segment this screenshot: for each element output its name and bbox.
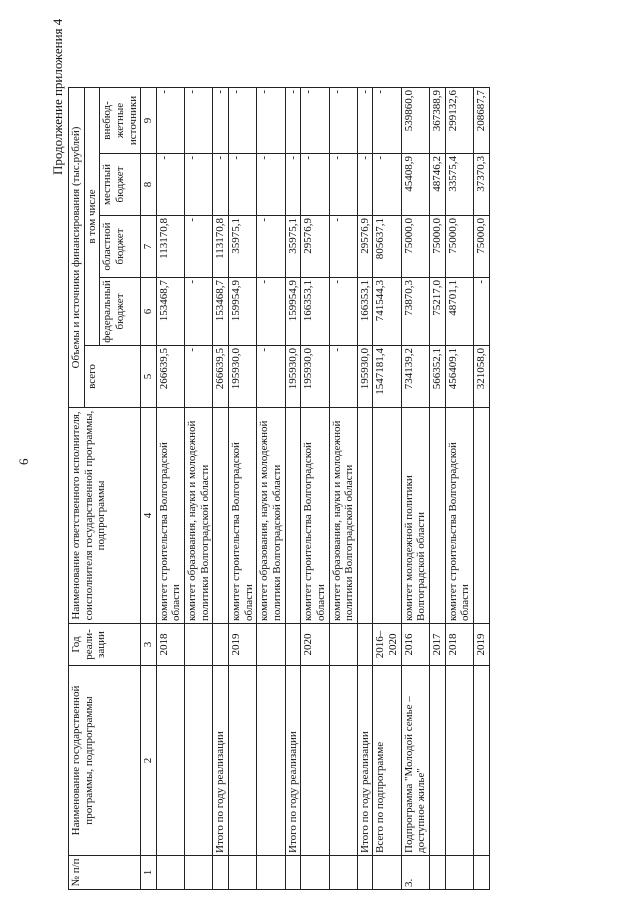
cell-total: 734139,2: [401, 346, 429, 408]
cell-num: [430, 856, 446, 890]
cell-total: 195930,0: [285, 346, 301, 408]
cell-program: [185, 666, 213, 856]
cell-total: 195930,0: [229, 346, 257, 408]
cell-federal: -: [185, 278, 213, 346]
table-row: [329, 88, 357, 890]
cell-executor: комитет строительства Волгоградской области: [301, 408, 329, 624]
cell-num: [229, 856, 257, 890]
col-num: 9: [141, 88, 157, 154]
cell-regional: 805637,1: [373, 216, 401, 278]
table-row: [285, 88, 301, 890]
cell-federal: -: [473, 278, 489, 346]
cell-total: -: [329, 346, 357, 408]
table-row: [213, 88, 229, 890]
header-total: всего: [84, 346, 141, 408]
cell-federal: 159954,9: [229, 278, 257, 346]
cell-num: [301, 856, 329, 890]
table-row: [229, 88, 257, 890]
table-row: [185, 88, 213, 890]
cell-federal: -: [329, 278, 357, 346]
cell-program: Всего по подпрограмме: [373, 666, 401, 856]
header-year: Год реали-зации: [69, 624, 141, 666]
cell-local: -: [357, 154, 373, 216]
cell-extra: -: [213, 88, 229, 154]
cell-extra: -: [357, 88, 373, 154]
cell-federal: 153468,7: [156, 278, 184, 346]
cell-extra: -: [229, 88, 257, 154]
cell-federal: 166353,1: [301, 278, 329, 346]
table-row: [430, 88, 446, 890]
cell-program: [301, 666, 329, 856]
cell-regional: 75000,0: [473, 216, 489, 278]
table-row: [156, 88, 184, 890]
cell-regional: 35975,1: [229, 216, 257, 278]
cell-num: [213, 856, 229, 890]
cell-executor: комитет образования, науки и молодежной политики Волгоградской области: [185, 408, 213, 624]
cell-executor: комитет строительства Волгоградской области: [156, 408, 184, 624]
cell-program: [229, 666, 257, 856]
cell-year: [329, 624, 357, 666]
cell-federal: 153468,7: [213, 278, 229, 346]
cell-extra: -: [285, 88, 301, 154]
cell-num: [285, 856, 301, 890]
cell-program: Подпрограмма "Молодой семье – доступное жилье": [401, 666, 429, 856]
cell-year: 2020: [301, 624, 329, 666]
cell-num: [373, 856, 401, 890]
cell-local: 48746,2: [430, 154, 446, 216]
cell-executor: [213, 408, 229, 624]
cell-year: 2017: [430, 624, 446, 666]
cell-total: 266639,5: [156, 346, 184, 408]
header-program: Наименование государственной программы, подпрограммы: [69, 666, 141, 856]
cell-program: [329, 666, 357, 856]
cell-program: Итого по году реализации: [357, 666, 373, 856]
cell-executor: комитет строительства Волгоградской области: [445, 408, 473, 624]
funding-table: [68, 87, 490, 890]
cell-regional: 35975,1: [285, 216, 301, 278]
cell-extra: 539860,0: [401, 88, 429, 154]
cell-total: 321058,0: [473, 346, 489, 408]
cell-executor: комитет молодежной политики Волгоградской области: [401, 408, 429, 624]
cell-year: [185, 624, 213, 666]
cell-extra: 299132,6: [445, 88, 473, 154]
cell-total: -: [185, 346, 213, 408]
cell-program: [156, 666, 184, 856]
col-num: 5: [141, 346, 157, 408]
table-row: [357, 88, 373, 890]
cell-local: 45408,9: [401, 154, 429, 216]
cell-extra: 367388,9: [430, 88, 446, 154]
cell-regional: 75000,0: [430, 216, 446, 278]
col-num: 7: [141, 216, 157, 278]
header-local: местный бюджет: [100, 154, 141, 216]
cell-extra: -: [185, 88, 213, 154]
cell-local: -: [373, 154, 401, 216]
col-num: 3: [141, 624, 157, 666]
cell-program: Итого по году реализации: [213, 666, 229, 856]
header-num: № п/п: [69, 856, 141, 890]
cell-program: [430, 666, 446, 856]
cell-federal: 48701,1: [445, 278, 473, 346]
cell-year: 2018: [156, 624, 184, 666]
cell-program: [445, 666, 473, 856]
cell-num: [473, 856, 489, 890]
header-extra: внебюд-жетные источники: [100, 88, 141, 154]
cell-extra: 208687,7: [473, 88, 489, 154]
table-row: [301, 88, 329, 890]
cell-total: 266639,5: [213, 346, 229, 408]
cell-executor: комитет образования, науки и молодежной политики Волгоградской области: [257, 408, 285, 624]
cell-total: 195930,0: [301, 346, 329, 408]
cell-num: [445, 856, 473, 890]
cell-program: [473, 666, 489, 856]
cell-executor: [285, 408, 301, 624]
cell-executor: комитет образования, науки и молодежной политики Волгоградской области: [329, 408, 357, 624]
cell-total: 566352,1: [430, 346, 446, 408]
cell-extra: -: [373, 88, 401, 154]
cell-year: 2019: [473, 624, 489, 666]
cell-num: 3.: [401, 856, 429, 890]
cell-year: 2016–2020: [373, 624, 401, 666]
cell-year: [285, 624, 301, 666]
cell-local: -: [301, 154, 329, 216]
cell-regional: 75000,0: [401, 216, 429, 278]
cell-federal: 75217,0: [430, 278, 446, 346]
col-num: 1: [141, 856, 157, 890]
column-number-row: [141, 88, 157, 890]
cell-extra: -: [301, 88, 329, 154]
cell-total: 1547181,4: [373, 346, 401, 408]
cell-regional: 113170,8: [156, 216, 184, 278]
cell-federal: 159954,9: [285, 278, 301, 346]
table-row: [445, 88, 473, 890]
cell-local: 37370,3: [473, 154, 489, 216]
col-num: 6: [141, 278, 157, 346]
cell-regional: -: [257, 216, 285, 278]
cell-regional: -: [329, 216, 357, 278]
table-row: [401, 88, 429, 890]
cell-local: -: [329, 154, 357, 216]
cell-local: -: [213, 154, 229, 216]
col-num: 2: [141, 666, 157, 856]
cell-regional: 29576,9: [357, 216, 373, 278]
cell-executor: [373, 408, 401, 624]
page-number: 6: [16, 458, 31, 465]
cell-federal: 73870,3: [401, 278, 429, 346]
cell-local: -: [257, 154, 285, 216]
header-incl: в том числе: [84, 88, 100, 346]
cell-program: Итого по году реализации: [285, 666, 301, 856]
cell-executor: комитет строительства Волгоградской области: [229, 408, 257, 624]
header-executor: Наименование ответственного исполнителя, соисполнителя государственной программы, подпрограммы: [69, 408, 141, 624]
cell-num: [156, 856, 184, 890]
cell-num: [257, 856, 285, 890]
cell-num: [185, 856, 213, 890]
cell-year: [213, 624, 229, 666]
cell-num: [357, 856, 373, 890]
cell-federal: 166353,1: [357, 278, 373, 346]
cell-regional: 29576,9: [301, 216, 329, 278]
cell-year: 2016: [401, 624, 429, 666]
table-row: [373, 88, 401, 890]
table-row: [473, 88, 489, 890]
cell-total: 456409,1: [445, 346, 473, 408]
cell-local: -: [285, 154, 301, 216]
cell-extra: -: [156, 88, 184, 154]
cell-executor: [430, 408, 446, 624]
cell-regional: 113170,8: [213, 216, 229, 278]
cell-local: -: [185, 154, 213, 216]
cell-total: 195930,0: [357, 346, 373, 408]
col-num: 8: [141, 154, 157, 216]
cell-year: 2019: [229, 624, 257, 666]
cell-federal: -: [257, 278, 285, 346]
cell-regional: 75000,0: [445, 216, 473, 278]
cell-total: -: [257, 346, 285, 408]
cell-year: [257, 624, 285, 666]
col-num: 4: [141, 408, 157, 624]
header-federal: федеральный бюджет: [100, 278, 141, 346]
cell-num: [329, 856, 357, 890]
cell-regional: -: [185, 216, 213, 278]
cell-year: [357, 624, 373, 666]
cell-federal: 741544,3: [373, 278, 401, 346]
cell-extra: -: [257, 88, 285, 154]
continuation-caption: Продолжение приложения 4: [50, 18, 65, 175]
header-funding: Объемы и источники финансирования (тыс.рублей): [69, 88, 85, 408]
cell-local: -: [229, 154, 257, 216]
cell-executor: [473, 408, 489, 624]
header-regional: областной бюджет: [100, 216, 141, 278]
cell-year: 2018: [445, 624, 473, 666]
cell-extra: -: [329, 88, 357, 154]
cell-executor: [357, 408, 373, 624]
cell-program: [257, 666, 285, 856]
table-row: [257, 88, 285, 890]
cell-local: -: [156, 154, 184, 216]
cell-local: 33575,4: [445, 154, 473, 216]
